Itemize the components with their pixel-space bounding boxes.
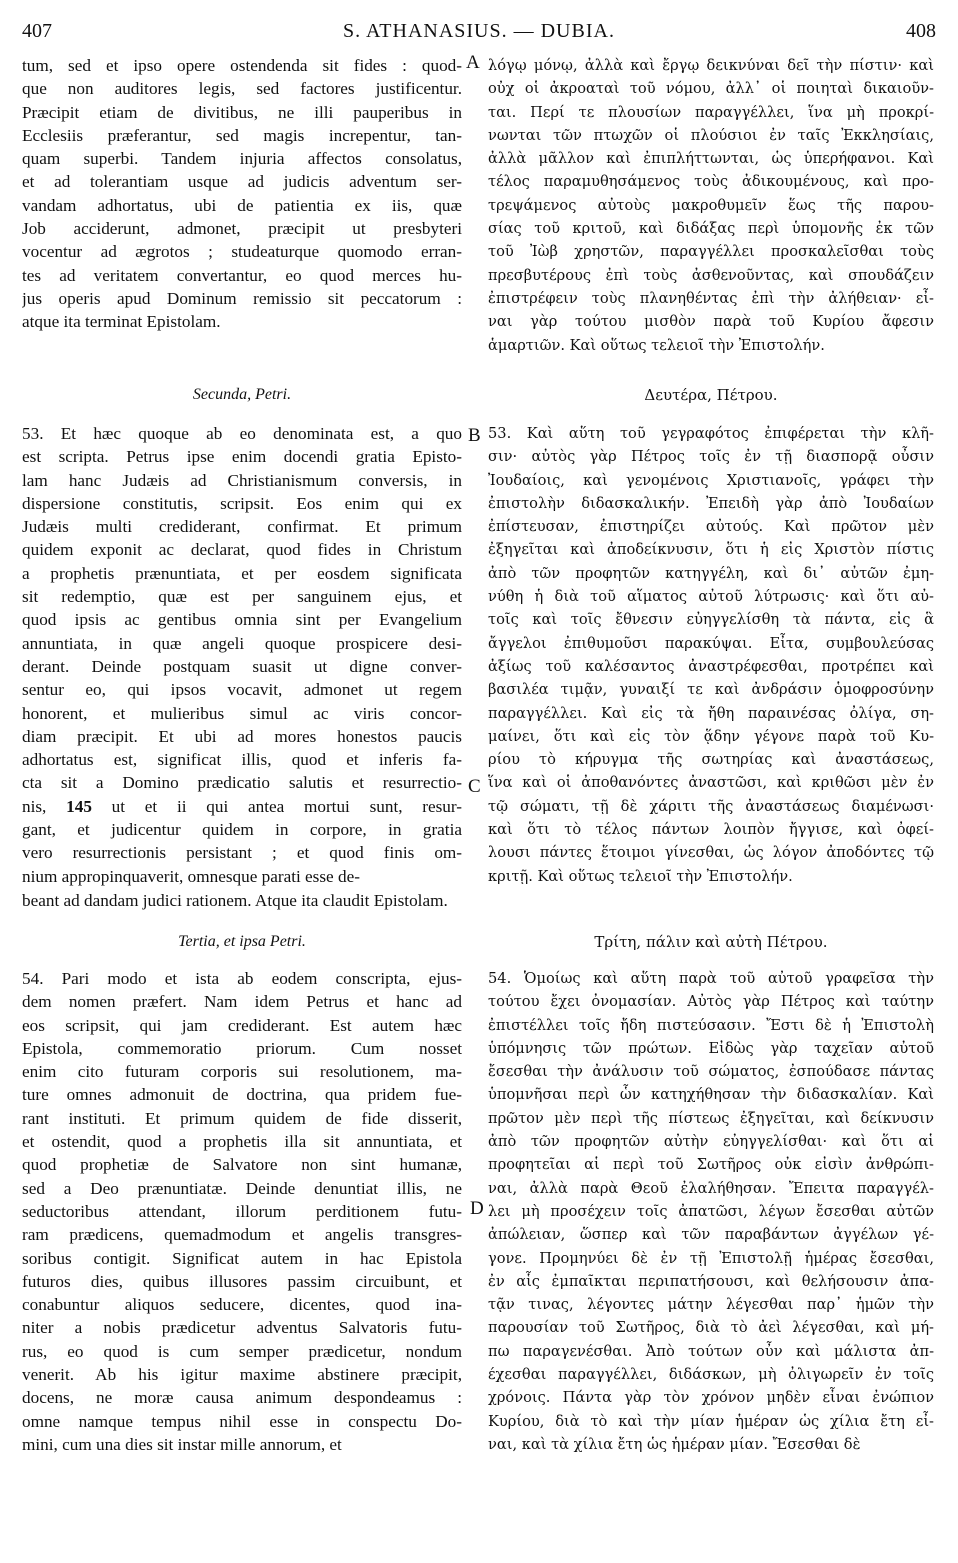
text-line: a prophetis prænuntiata, et per eosdem significata (22, 563, 462, 583)
latin-paragraph-2b-lines (22, 818, 462, 888)
text-line: vocentur ad ægrotos ; studeaturque quomodo erran- (22, 242, 462, 262)
text-line: vandam adhortatus, ubi de patientia ex iis, quæ (22, 195, 462, 215)
text-line: vero resurrectionis persistant ; et quod finis om- (22, 843, 462, 863)
text-line: quidem exponit ac declarat, quod fides in Christum (22, 540, 462, 560)
latin-paragraph-1 (22, 54, 462, 334)
text-line: ἀπὸ τῶν προφητῶν αὐτὴν εὐηγγελίσθαι· καὶ ὅτι αἱ (488, 1133, 934, 1151)
marginal-page-number: 145 (66, 796, 92, 816)
text-line: enim cito futuram corporis sui resolutionem, ma- (22, 1062, 462, 1082)
column-marker-b: B (468, 425, 481, 446)
page-number-left: 407 (22, 20, 52, 42)
text-line: ἐν αἷς ἐμπαῖκται περιπατήσουσι, καὶ θελήσουσιν ἀπα- (488, 1272, 934, 1290)
greek-heading-trite: Τρίτη, πάλιν καὶ αὐτὴ Πέτρου. (594, 933, 828, 951)
text-line: atque ita terminat Epistolam. (22, 312, 221, 332)
text-line: ναι, ἀλλὰ παρὰ Θεοῦ ἐλαλήθησαν. Ἔπειτα παραγγέλ- (488, 1179, 934, 1197)
text-line: χρόνοις. Πάντα γὰρ τὸν χρόνον μηδὲν εἶναι ἐνώπιον (488, 1389, 934, 1407)
text-line: μαίνει, ὅτι καὶ εἰς τὸν ᾅδην γέγονε παρὰ τοῦ Κυ- (488, 727, 934, 745)
text-line: ἐπίστευσαν, ἐπιστηρίζει αὐτούς. Καὶ πρῶτον μὲν (488, 518, 934, 536)
text-line: τρεψάμενος αὐτοὺς μακροθυμεῖν ἕως τῆς παρου- (488, 196, 934, 214)
text-line: τοῖς καὶ τοῖς ἔθνεσιν εὐηγγελίσθη τὰ πάντα, εἰς ἃ (488, 611, 934, 629)
text-line: nium appropinquaverit, omnesque parati esse de- (22, 866, 360, 886)
text-line: annuntiata, in quæ angeli quoque prospicere desi- (22, 633, 462, 653)
text-line: ἀπὸ τῶν προφητῶν κατηγγέλη, καὶ δι᾽ αὐτῶν ἐμη- (488, 564, 934, 582)
spanning-closing-line: beant ad dandam judici rationem. Atque ita claudit Epistolam. (22, 891, 448, 910)
text-line: 53. Et hæc quoque ab eo denominata est, a quo (22, 424, 462, 443)
text-line: venerit. Ab his igitur maxime abstinere præcipit, (22, 1365, 462, 1385)
text-line: Præcipit etiam de divitibus, ne illi pauperibus in (22, 102, 462, 122)
text-line: gant, et judicentur quidem in corpore, in gratia (22, 820, 462, 840)
text-line: ἐπιστρέφειν τοὺς πλανηθέντας ἐπὶ τὴν ἀλήθειαν· εἶ- (488, 289, 934, 307)
text-line: et ad tolerantiam usque ad judicis adventum ser- (22, 172, 462, 192)
latin-paragraph-2-lines (22, 422, 462, 795)
text-line: τῷ σώματι, τῇ δὲ χάριτι τῆς ἀναστάσεως διαμένωσι· (488, 797, 934, 815)
text-line: niter a nobis prædicetur adventus Salvatoris futu- (22, 1318, 462, 1338)
text-line: τοῦ Ἰὼβ χρηστῶν, παραγγέλλει προσκαλεῖσθαι τοὺς (488, 243, 934, 261)
text-line: ἀπώλειαν, ὥσπερ καὶ τῶν παραβάντων ἀγγέλων γέ- (488, 1226, 934, 1244)
text-line: 54. Ὁμοίως καὶ αὕτη παρὰ τοῦ αὐτοῦ γραφεῖσα τὴν (488, 970, 934, 987)
text-line: sed a Deo prænuntiatæ. Deinde denuntiat illis, ne (22, 1178, 462, 1198)
line-text-post: ut et ii qui antea mortui sunt, resur- (91, 796, 462, 816)
text-line: ἵνα καὶ οἱ ἀποθανόντες ἀναστῶσι, καὶ κριθῶσι μὲν ἐν (488, 774, 934, 792)
greek-paragraph-2 (488, 422, 934, 888)
text-line: omne namque tempus nihil esse in conspectu Do- (22, 1411, 462, 1431)
text-line: νύθη ἡ διὰ τοῦ αἵματος αὐτοῦ λύτρωσις· καὶ ὅτι αὐ- (488, 588, 934, 606)
text-line: Ecclesiis præferantur, sed magis increpentur, tan- (22, 125, 462, 145)
text-line: ἔσεσθαι τὴν ἀνάλυσιν τοῦ σώματος, ἐσπούδασε πάντας (488, 1063, 934, 1081)
text-line: λόγῳ μόνῳ, ἀλλὰ καὶ ἔργῳ δεικνύναι δεῖ τὴν πίστιν· καὶ (488, 57, 934, 74)
column-marker-a: A (466, 52, 480, 73)
text-line: ρίου τὸ κήρυγμα τῆς σωτηρίας καὶ ἀναστάσεως, (488, 751, 934, 769)
text-line: ἀξίως τοῦ καλέσαντος ἀναστρέφεσθαι, προτρέπει καὶ (488, 657, 934, 675)
text-line: 54. Pari modo et ista ab eodem conscripta, ejus- (22, 969, 462, 988)
text-line: ται. Περί τε πλουσίων παραγγέλλει, ἵνα μὴ προκρί- (488, 103, 934, 121)
text-line: ναι, καὶ τὰ χίλια ἔτη ὡς ἡμέραν μίαν. Ἔσεσθαι δὲ (488, 1435, 861, 1453)
latin-line-with-marginal-number (22, 795, 462, 818)
text-line: quod prophetiæ de Salvatore non sint humanæ, (22, 1155, 462, 1175)
text-line: honorent, et mulieribus simul ac viris concor- (22, 703, 462, 723)
text-line: jus operis apud Dominum remissio sit peccatorum : (22, 288, 462, 308)
text-line: rant instituti. Et primum quidem de fide disserit, (22, 1108, 462, 1128)
text-line: τέλος παραμυθησάμενος τοὺς ἀδικουμένους, καὶ προ- (488, 173, 934, 191)
text-line: 53. Καὶ αὕτη τοῦ γεγραφότος ἐπιφέρεται τὴν κλῆ- (488, 425, 934, 442)
text-line: νωνται τῶν πτωχῶν οἱ πλούσιοι ἐν ταῖς Ἐκκλησίαις, (488, 126, 934, 144)
text-line: cta sit a Domino prædicatio salutis et resurrectio- (22, 773, 462, 793)
text-line: sentur eo, qui ipsos vocavit, admonet ut regem (22, 680, 462, 700)
latin-heading-tertia: Tertia, et ipsa Petri. (178, 933, 306, 950)
text-line: έχεσθαι παραγγέλλει, διδάσκων, μὴ ὀλιγωρεῖν ἐν τοῖς (488, 1366, 934, 1384)
text-line: παρουσίαν τοῦ Σωτῆρος, διὰ τὸ ἀεὶ λέγεσθαι, καὶ μή- (488, 1319, 934, 1337)
page-header (22, 20, 936, 48)
text-line: ture omnes admonuit de doctrina, qua pridem fue- (22, 1085, 462, 1105)
text-line: Judæis multi crediderant, confirmat. Et primum (22, 517, 462, 537)
text-line: λει μὴ προσέχειν τοῖς ἀπατῶσι, λέγων ἔσεσθαι αὐτῶν (488, 1202, 934, 1220)
text-line: βασιλέα τιμᾷν, γυναιξί τε καὶ ἀνδράσιν ὁμοφροσύνην (488, 681, 934, 699)
text-line: conabuntur aliquos seducere, dicentes, quod ina- (22, 1295, 462, 1315)
greek-paragraph-3 (488, 967, 934, 1456)
text-line: lam hanc Judæis ad Christianismum conversis, in (22, 470, 462, 490)
text-line: est scripta. Petrus ipse enim docendi gratia Episto- (22, 447, 462, 467)
text-line: γονε. Προμηνύει δὲ ἐν τῇ Ἐπιστολῇ ἡμέρας ἔσεσθαι, (488, 1249, 934, 1267)
page-number-right: 408 (906, 20, 936, 42)
text-line: οὐχ οἱ ἀκροαταὶ τοῦ νόμου, ἀλλ᾽ οἱ ποιηταὶ δικαιοῦν- (488, 80, 934, 98)
text-line: adhortatus est, significat illis, quod et inferis fa- (22, 750, 462, 770)
text-line: ἀλλὰ μᾶλλον καὶ ἐπιπλήττωνται, ὡς ὑπερήφανοι. Καὶ (488, 150, 934, 168)
column-marker-c: C (468, 776, 481, 797)
text-line: καὶ ὅτι τὸ τέλος πάντων λοιπὸν ἤγγισε, καὶ ὀφεί- (488, 821, 934, 839)
text-line: Job acciderunt, admonet, præcipit ut presbyteri (22, 219, 462, 239)
text-line: mini, cum una dies sit instar mille annorum, et (22, 1434, 342, 1454)
text-line: πω παραγενέσθαι. Ἀπὸ τούτων οὖν καὶ μάλιστα ἀπ- (488, 1342, 934, 1360)
text-line: τούτου ἔχει ὀνομασίαν. Αὐτὸς γὰρ Πέτρος καὶ ταύτην (488, 993, 934, 1011)
text-line: σιν· αὐτὸς γὰρ Πέτρος τοῖς ἐν τῇ διασπορᾷ οὖσιν (488, 448, 934, 466)
text-line: tes ad veritatem convertantur, eo quod merces hu- (22, 265, 462, 285)
text-line: dem nomen præfert. Nam idem Petrus et hanc ad (22, 992, 462, 1012)
text-line: que non auditores legis, sed factores justificentur. (22, 79, 462, 99)
text-line: ἐξηγεῖται καὶ ἀποδείκνυσιν, ὅτι ἡ εἰς Χριστὸν πίστις (488, 541, 934, 559)
text-line: sit redemptio, quæ est per sanguinem ejus, et (22, 587, 462, 607)
running-title: S. ATHANASIUS. — DUBIA. (343, 20, 615, 42)
text-line: πρῶτον μὲν περὶ τῆς πίστεως ἐξηγεῖται, καὶ δείκνυσιν (488, 1109, 934, 1127)
text-line: Epistola, commemoratio priorum. Cum nosset (22, 1038, 462, 1058)
text-line: λουσι πάντες ἕτοιμοι γίνεσθαι, ὡς λόγον ἀποδόντες τῷ (488, 844, 934, 862)
text-line: Ἰουδαίοις, καὶ γενομένοις Χριστιανοῖς, γράφει τὴν (488, 471, 934, 489)
latin-paragraph-3 (22, 967, 462, 1456)
column-marker-d: D (470, 1198, 484, 1219)
text-line: ὑπόμνησις τῶν πρώτων. Εἰδὼς γὰρ ταχεῖαν αὐτοῦ (488, 1039, 934, 1057)
text-line: seductoribus attendant, illorum perditionem futu- (22, 1201, 462, 1221)
text-line: ναι γὰρ τούτου μισθὸν παρὰ τοῦ Κυρίου ἄφεσιν (488, 313, 934, 331)
text-line: et ostendit, quod a prophetis illa sit annuntiata, et (22, 1132, 462, 1152)
greek-heading-deutera: Δευτέρα, Πέτρου. (644, 386, 778, 404)
text-line: πρεσβυτέρους ἐπὶ τοὺς ἀσθενοῦντας, καὶ σπουδάζειν (488, 266, 934, 284)
text-line: docens, ne moræ causa animum despondeamus : (22, 1388, 462, 1408)
text-line: ἄγγελοι ἐπιθυμοῦσι παρακύψαι. Εἶτα, συμβουλεύσας (488, 634, 934, 652)
text-line: derant. Deinde postquam suasit ut digne conver- (22, 656, 462, 676)
text-line: quam superbi. Tandem injuria affectos consolatus, (22, 149, 462, 169)
text-line: ἐπιστέλλει τοῖς ἤδη πιστεύσασιν. Ἔστι δὲ ἡ Ἐπιστολὴ (488, 1016, 934, 1034)
text-line: rus, eo quod is cum semper prædicetur, nondum (22, 1341, 462, 1361)
text-line: eos scripsit, qui jam crediderant. Est autem hæc (22, 1015, 462, 1035)
text-line: κριτῇ. Καὶ οὕτως τελειοῖ τὴν Ἐπιστολήν. (488, 867, 793, 885)
text-line: ἁμαρτιῶν. Καὶ οὕτως τελειοῖ τὴν Ἐπιστολήν. (488, 336, 825, 354)
text-line: dispersione constitutis, scripsit. Eos enim qui ex (22, 493, 462, 513)
text-line: tum, sed et ipso opere ostendenda sit fides : quod- (22, 56, 462, 75)
greek-paragraph-1 (488, 54, 934, 357)
line-text-pre: nis, (22, 796, 67, 816)
text-line: Κυρίου, διὰ τὸ καὶ τὴν μίαν ἡμέραν ὡς χίλια ἔτη εἶ- (488, 1412, 934, 1430)
text-line: ἐπιστολὴν διδασκαλικήν. Ἐπειδὴ γὰρ ἀπὸ Ἰουδαίων (488, 494, 934, 512)
text-line: παραγγέλλει. Καὶ εἰς τὰ ἤθη παραινέσας ὀλίγα, ση- (488, 704, 934, 722)
text-line: προφητεῖαι αἱ περὶ τοῦ Σωτῆρος οὐκ εἰσὶν ἀνθρώπι- (488, 1156, 934, 1174)
text-line: diam præcipit. Et ubi ad mores honestos paucis (22, 726, 462, 746)
text-line: quod ipsis ac gentibus omnia sint per Evangelium (22, 610, 462, 630)
text-line: futuros dies, quibus illusores passim circuibunt, et (22, 1271, 462, 1291)
latin-heading-secunda: Secunda, Petri. (192, 386, 292, 403)
text-line: soribus contigit. Significat autem in hac Epistola (22, 1248, 462, 1268)
latin-paragraph-2 (22, 422, 462, 888)
text-line: σίας τοῦ κριτοῦ, καὶ διδάξας περὶ ὑπομονῆς ἐκ τῶν (488, 220, 934, 238)
text-line: ὑπομνῆσαι περὶ ὧν κατηχήθησαν τὴν διδασκαλίαν. Καὶ (488, 1086, 934, 1104)
text-line: τᾷν τινας, λέγοντες μάτην λέγεσθαι παρ᾽ ἡμῶν τὴν (488, 1296, 934, 1314)
text-line: ram prædicens, quemadmodum et angelis transgres- (22, 1225, 462, 1245)
